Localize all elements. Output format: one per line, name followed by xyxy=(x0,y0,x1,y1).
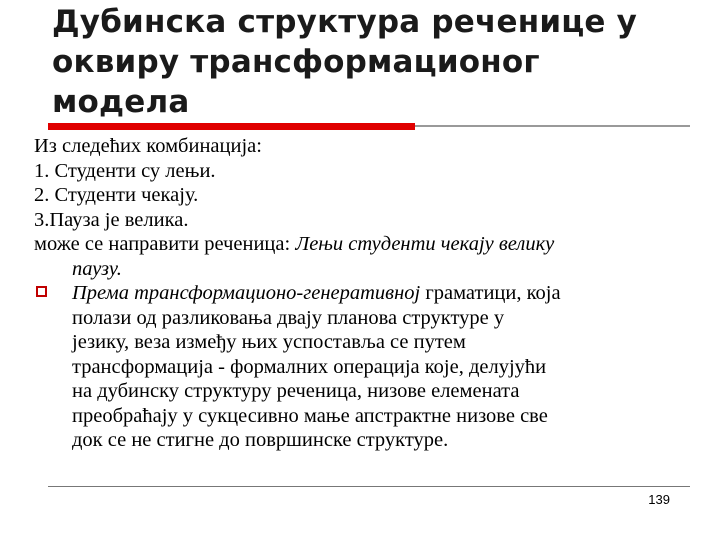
footer-rule xyxy=(48,486,690,487)
title-line-2: оквиру трансформационог xyxy=(52,44,540,80)
bullet-line-7: док се не стигне до површинске структуре. xyxy=(72,429,449,451)
intro-text: Из следећих комбинација: xyxy=(34,135,262,157)
title-line-1: Дубинска структура реченице у xyxy=(52,4,638,40)
title-underline-red xyxy=(48,123,415,130)
list-item-3: 3.Пауза је велика. xyxy=(34,208,189,231)
bullet-line-5: на дубинску структуру реченица, низове елемената xyxy=(72,380,520,402)
bullet-line-3: језику, веза између њих успоставља се путем xyxy=(72,331,466,353)
sentence-example-continued: паузу. xyxy=(72,257,122,280)
bullet-line-4: трансформација - формалних операција које, делујући xyxy=(72,355,547,378)
hollow-square-bullet-icon xyxy=(36,286,47,297)
bullet-emphasis: Према трансформационо-генеративној xyxy=(72,282,421,304)
bullet-line-6: преобраћају у сукцесивно мање апстрактне низове све xyxy=(72,404,548,427)
page-number: 139 xyxy=(648,492,670,507)
example-sentence xyxy=(34,232,674,257)
list-item-1: 1. Студенти су лењи. xyxy=(34,159,216,182)
slide-body xyxy=(34,134,674,453)
title-line-3: модела xyxy=(52,84,190,120)
bullet-line-2: полази од разликовања двају планова структуре у xyxy=(72,306,505,329)
sentence-example: Лењи студенти чекају велику xyxy=(295,233,555,255)
slide-title xyxy=(52,2,692,122)
list-item-2: 2. Студенти чекају. xyxy=(34,184,199,206)
bullet-paragraph xyxy=(34,281,674,306)
sentence-prefix: може се направити реченица: xyxy=(34,233,296,255)
bullet-first-line-rest: граматици, која xyxy=(420,282,561,304)
title-underline-gray xyxy=(415,125,690,127)
